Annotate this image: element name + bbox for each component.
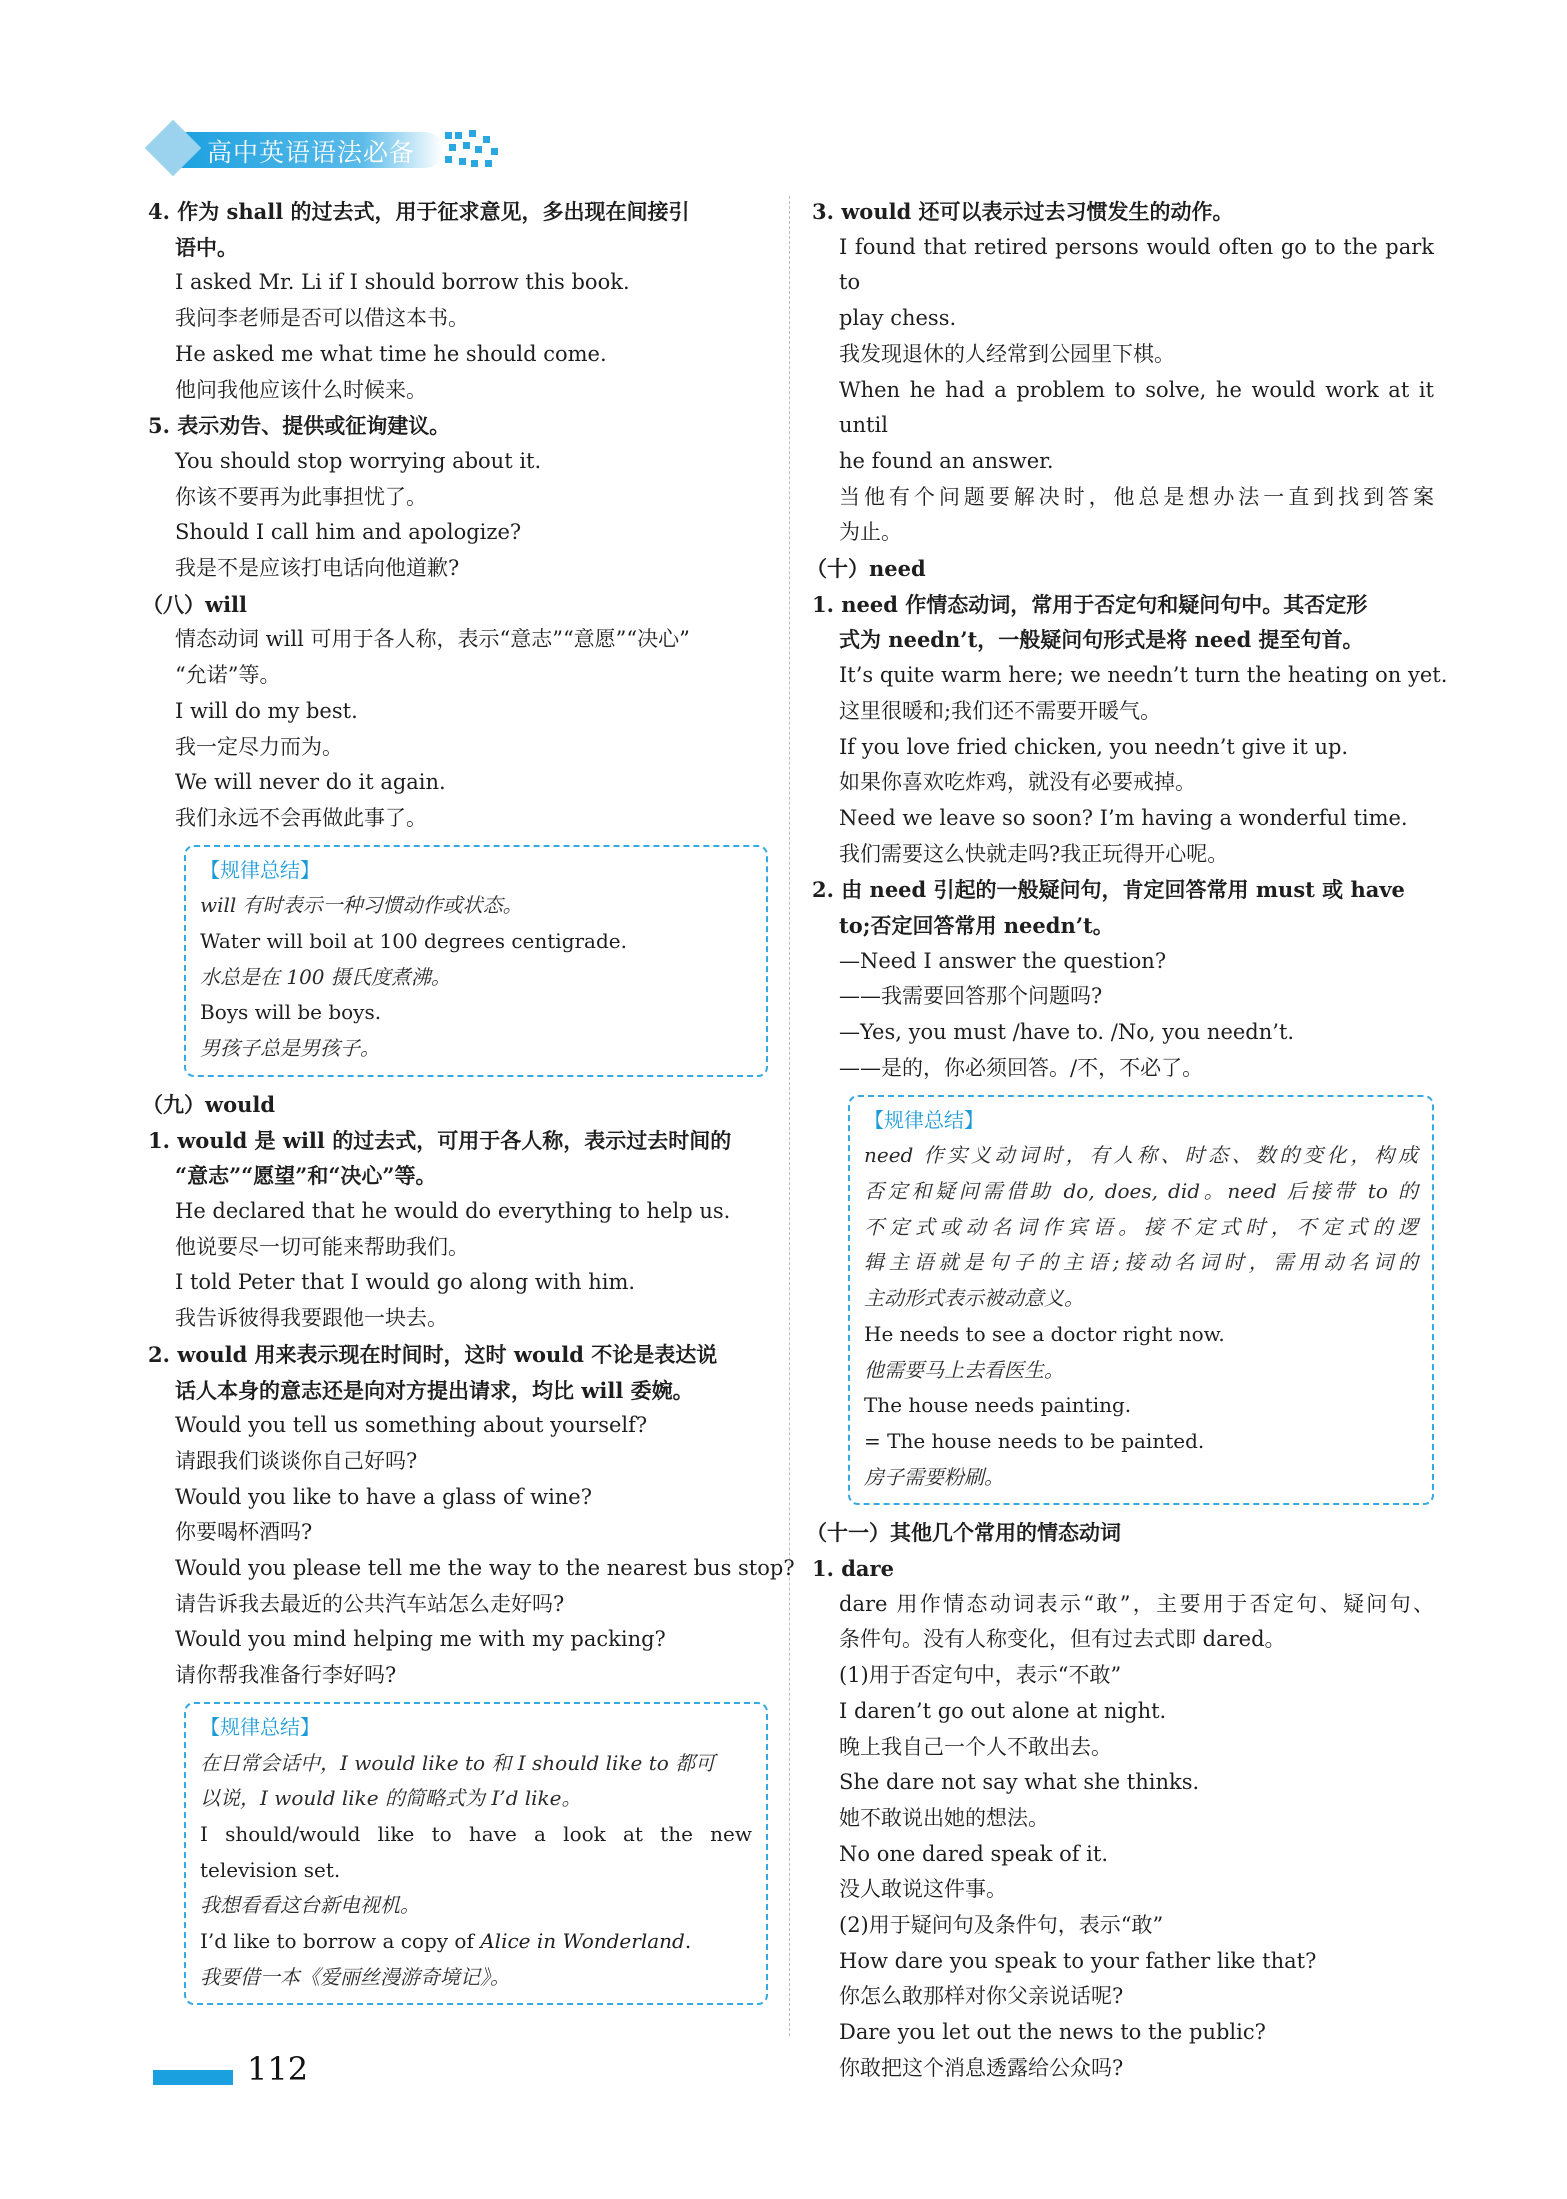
example-en: I will do my best. [175, 698, 358, 723]
example-zh: 请你帮我准备行李好吗? [175, 1663, 397, 1688]
rule-line: 水总是在 100 摄氏度煮沸。 [200, 964, 451, 989]
example-zh: 我告诉彼得我要跟他一块去。 [175, 1306, 448, 1331]
example-en: If you love fried chicken, you needn’t give it up. [839, 734, 1349, 759]
example-zh: 他说要尽一切可能来帮助我们。 [175, 1234, 469, 1259]
example-en: It’s quite warm here; we needn’t turn the heating on yet. [839, 663, 1448, 688]
rule-summary-title: 【规律总结】 [200, 857, 320, 882]
section-other-modals-title: （十一）其他几个常用的情态动词 [806, 1520, 1121, 1546]
would-1-title-cont: “意志”“愿望”和“决心”等。 [175, 1163, 437, 1189]
example-zh: 请跟我们谈谈你自己好吗? [175, 1448, 418, 1473]
need-1-title: 1. need 作情态动词，常用于否定句和疑问句中。其否定形 [812, 591, 1368, 617]
example-en: I found that retired persons would often go to the park to [839, 234, 1434, 295]
need-1-title-cont: 式为 needn’t，一般疑问句形式是将 need 提至句首。 [839, 627, 1364, 653]
sub-heading: (1)用于否定句中，表示“不敢” [839, 1663, 1122, 1688]
rule-line: television set. [200, 1857, 341, 1882]
paragraph: 情态动词 will 可用于各人称，表示“意志”“意愿”“决心” [175, 627, 690, 652]
dialog-line: ——是的，你必须回答。/不，不必了。 [839, 1055, 1204, 1080]
rule-line: 我想看看这台新电视机。 [200, 1893, 420, 1918]
example-en: We will never do it again. [175, 770, 446, 795]
section-will-title: （八）will [142, 591, 248, 617]
need-2-title-cont: to;否定回答常用 needn’t。 [839, 913, 1114, 939]
would-3-title: 3. would 还可以表示过去习惯发生的动作。 [812, 199, 1234, 224]
example-en: Should I call him and apologize? [175, 520, 522, 545]
example-en: Need we leave so soon? I’m having a wonderful time. [839, 805, 1408, 830]
example-zh: 为止。 [839, 520, 902, 545]
example-zh: 她不敢说出她的想法。 [839, 1805, 1049, 1830]
item4-title: 4. 作为 shall 的过去式，用于征求意见，多出现在间接引 [148, 199, 690, 224]
example-en: He asked me what time he should come. [175, 341, 607, 366]
dialog-line: —Need I answer the question? [839, 948, 1167, 973]
section-would-title: （九）would [142, 1091, 276, 1117]
rule-summary-box [848, 1095, 1434, 1506]
right-column [806, 194, 1448, 2087]
example-zh: 他问我他应该什么时候来。 [175, 377, 427, 402]
example-zh: 我是不是应该打电话向他道歉? [175, 556, 460, 581]
rule-summary-box [184, 845, 768, 1077]
example-zh: 你要喝杯酒吗? [175, 1520, 313, 1545]
dialog-line: ——我需要回答那个问题吗? [839, 984, 1103, 1009]
example-en: I daren’t go out alone at night. [839, 1698, 1167, 1723]
example-zh: 我发现退休的人经常到公园里下棋。 [839, 341, 1175, 366]
example-zh: 请告诉我去最近的公共汽车站怎么走好吗? [175, 1591, 565, 1616]
example-en: How dare you speak to your father like that? [839, 1948, 1317, 1973]
example-en: Would you mind helping me with my packing? [175, 1627, 666, 1652]
rule-line: 否定和疑问需借助 do, does, did。need 后接带 to 的 [864, 1178, 1418, 1203]
dialog-line: —Yes, you must /have to. /No, you needn’t. [839, 1020, 1295, 1045]
example-en: She dare not say what she thinks. [839, 1770, 1200, 1795]
example-zh: 我问李老师是否可以借这本书。 [175, 306, 469, 331]
example-en: play chess. [839, 306, 957, 331]
example-en: You should stop worrying about it. [175, 448, 542, 473]
example-en: No one dared speak of it. [839, 1841, 1109, 1866]
example-zh: 我一定尽力而为。 [175, 734, 343, 759]
example-en: He declared that he would do everything to help us. [175, 1198, 731, 1223]
rule-line-text: I’d like to borrow a copy of [200, 1929, 481, 1954]
need-2-title: 2. 由 need 引起的一般疑问句，肯定回答常用 must 或 have [812, 877, 1405, 903]
example-zh: 晚上我自己一个人不敢出去。 [839, 1734, 1112, 1759]
header-dots-icon [445, 130, 501, 170]
sub-heading: (2)用于疑问句及条件句，表示“敢” [839, 1913, 1164, 1938]
would-2-title: 2. would 用来表示现在时间时，这时 would 不论是表达说 [148, 1341, 718, 1367]
rule-line: The house needs painting. [864, 1393, 1132, 1418]
rule-line: 他需要马上去看医生。 [864, 1357, 1064, 1382]
rule-line: will 有时表示一种习惯动作或状态。 [200, 893, 523, 918]
example-en: Would you please tell me the way to the nearest bus stop? [175, 1556, 795, 1581]
paragraph: “允诺”等。 [175, 663, 281, 688]
example-zh: 没人敢说这件事。 [839, 1877, 1007, 1902]
rule-line: 男孩子总是男孩子。 [200, 1036, 380, 1061]
rule-line-text: . [684, 1929, 692, 1954]
rule-line: 在日常会话中，I would like to 和 I should like to 都可 [200, 1750, 716, 1775]
example-en: he found an answer. [839, 448, 1054, 473]
item4-title-cont: 语中。 [175, 234, 238, 260]
header-title: 高中英语语法必备 [207, 138, 416, 167]
example-zh: 我们需要这么快就走吗?我正玩得开心呢。 [839, 841, 1229, 866]
rule-line: 房子需要粉刷。 [864, 1464, 1004, 1489]
book-title: Alice in Wonderland [480, 1929, 685, 1954]
example-en: I asked Mr. Li if I should borrow this book. [175, 270, 630, 295]
rule-line: 主动形式表示被动意义。 [864, 1286, 1084, 1311]
rule-line: need 作实义动词时，有人称、时态、数的变化，构成 [864, 1143, 1418, 1168]
paragraph: 条件句。没有人称变化，但有过去式即 dared。 [839, 1627, 1286, 1652]
example-en: Dare you let out the news to the public? [839, 2020, 1266, 2045]
rule-line: 以说，I would like 的简略式为 I’d like。 [200, 1786, 582, 1811]
section-need-title: （十）need [806, 556, 926, 582]
example-en: I told Peter that I would go along with him. [175, 1270, 636, 1295]
rule-summary-title: 【规律总结】 [864, 1107, 984, 1132]
example-zh: 这里很暖和;我们还不需要开暖气。 [839, 698, 1162, 723]
example-zh: 我们永远不会再做此事了。 [175, 805, 427, 830]
rule-line: I should/would like to have a look at the new [200, 1821, 752, 1846]
rule-line: 辑主语就是句子的主语;接动名词时，需用动名词的 [864, 1250, 1418, 1275]
left-column [142, 194, 795, 2015]
example-zh: 你怎么敢那样对你父亲说话呢? [839, 1984, 1124, 2009]
page-number: 112 [247, 2050, 309, 2088]
rule-summary-box [184, 1702, 768, 2006]
example-en: When he had a problem to solve, he would work at it until [839, 377, 1434, 438]
dare-title: 1. dare [812, 1556, 894, 1582]
paragraph: dare 用作情态动词表示“敢”，主要用于否定句、疑问句、 [839, 1591, 1434, 1616]
example-zh: 如果你喜欢吃炸鸡，就没有必要戒掉。 [839, 770, 1196, 795]
page-number-bar [153, 2070, 233, 2085]
would-1-title: 1. would 是 will 的过去式，可用于各人称，表示过去时间的 [148, 1127, 732, 1153]
example-zh: 你该不要再为此事担忧了。 [175, 484, 427, 509]
example-en: Would you like to have a glass of wine? [175, 1484, 592, 1509]
would-2-title-cont: 话人本身的意志还是向对方提出请求，均比 will 委婉。 [175, 1377, 694, 1403]
page-header [145, 124, 505, 174]
item5-title: 5. 表示劝告、提供或征询建议。 [148, 413, 451, 439]
rule-line: = The house needs to be painted. [864, 1428, 1205, 1453]
example-en: Would you tell us something about yourself? [175, 1413, 648, 1438]
rule-line: Water will boil at 100 degrees centigrade. [200, 929, 627, 954]
column-divider [789, 196, 790, 2036]
rule-line: 不定式或动名词作宾语。接不定式时，不定式的逻 [864, 1214, 1418, 1239]
example-zh: 你敢把这个消息透露给公众吗? [839, 2055, 1124, 2080]
rule-line: He needs to see a doctor right now. [864, 1321, 1225, 1346]
rule-summary-title: 【规律总结】 [200, 1714, 320, 1739]
rule-line: 我要借一本《爱丽丝漫游奇境记》。 [200, 1964, 510, 1989]
example-zh: 当他有个问题要解决时，他总是想办法一直到找到答案 [839, 484, 1434, 509]
rule-line [200, 1924, 752, 1960]
rule-line: Boys will be boys. [200, 1000, 382, 1025]
